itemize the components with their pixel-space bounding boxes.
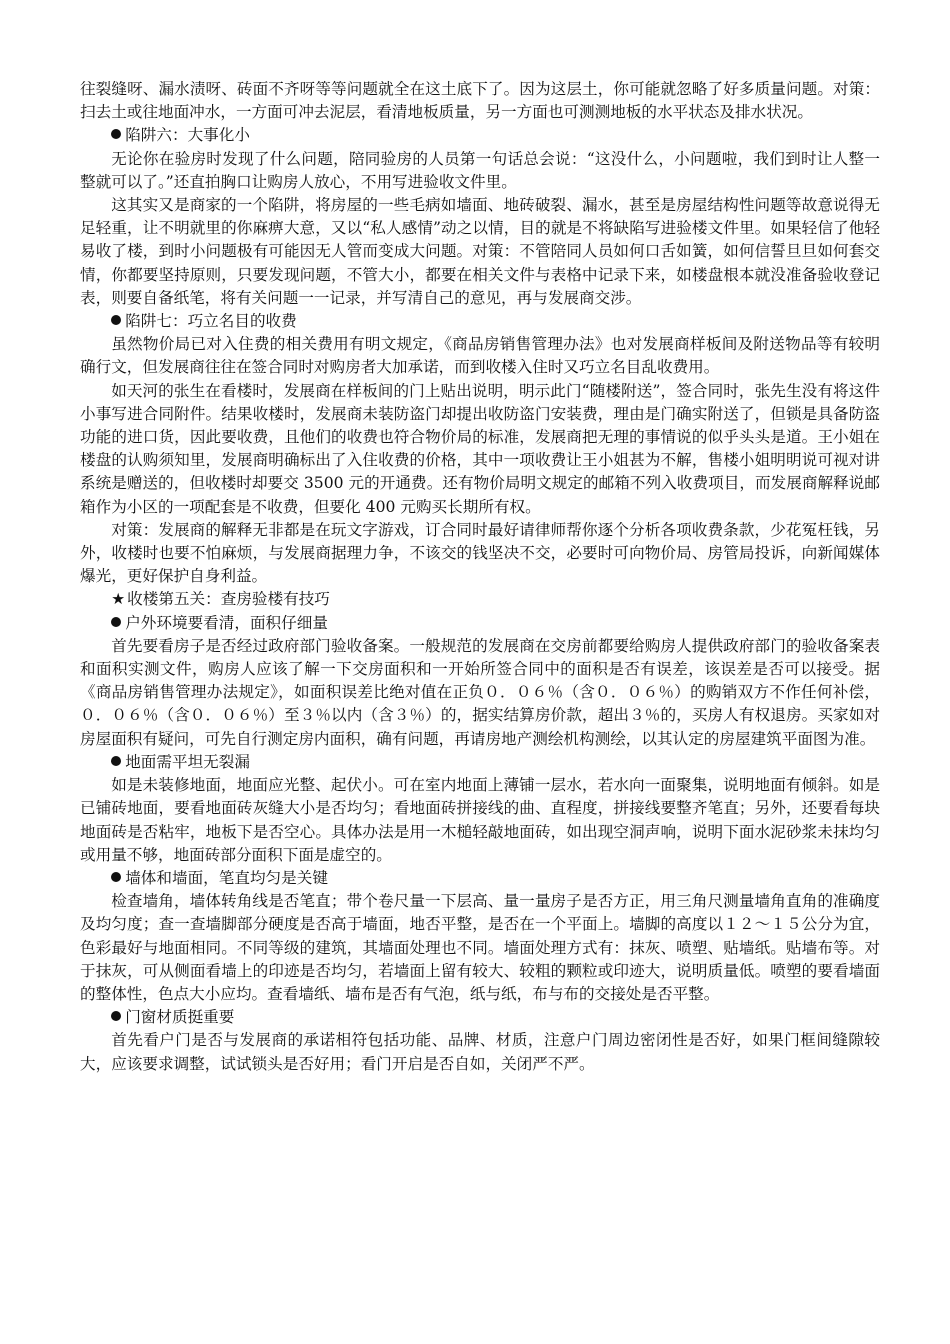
heading-text: 陷阱七：巧立名目的收费: [125, 312, 297, 331]
heading-text: 陷阱六：大事化小: [125, 126, 250, 145]
star-icon: ★: [111, 590, 126, 609]
bullet-icon: [111, 1011, 121, 1021]
heading-text: 门窗材质挺重要: [125, 1008, 235, 1027]
section-heading-doors-windows: [80, 1006, 880, 1029]
section-heading-stage-five: [80, 588, 880, 611]
section-heading-outdoor-area: [80, 612, 880, 635]
bullet-icon: [111, 872, 121, 882]
bullet-icon: [111, 617, 121, 627]
heading-text: 户外环境要看清，面积仔细量: [125, 613, 328, 632]
bullet-icon: [111, 315, 121, 325]
paragraph: 对策：发展商的解释无非都是在玩文字游戏，订合同时最好请律师帮你逐个分析各项收费条款，少花冤枉钱，另外，收楼时也要不怕麻烦，与发展商据理力争，不该交的钱坚决不交，必要时可向物价局、房管局投诉，向新闻媒体爆光，更好保护自身利益。: [80, 520, 880, 586]
document-body: [80, 78, 880, 1076]
paragraph: 虽然物价局已对入住费的相关费用有明文规定，《商品房销售管理办法》也对发展商样板间及附送物品等有较明确行文，但发展商往往在签合同时对购房者大加承诺，而到收楼入住时又巧立名目乱收费用。: [80, 335, 880, 377]
section-heading-walls: [80, 867, 880, 890]
paragraph: 如是未装修地面，地面应光整、起伏小。可在室内地面上薄铺一层水，若水向一面聚集，说明地面有倾斜。如是已铺砖地面，要看地面砖灰缝大小是否均匀；看地面砖拼接线的曲、直程度，拼接线要整齐笔直；另外，还要看每块地面砖是否粘牢，地板下是否空心。具体办法是用一木槌轻敲地面砖，如出现空洞声响，说明下面水泥砂浆未抹均匀或用量不够，地面砖部分面积下面是虚空的。: [80, 776, 880, 864]
paragraph: 往裂缝呀、漏水渍呀、砖面不齐呀等等问题就全在这土底下了。因为这层土，你可能就忽略了好多质量问题。对策：扫去土或往地面冲水，一方面可冲去泥层，看清地板质量，另一方面也可测测地板的水平状态及排水状况。: [80, 80, 880, 122]
paragraph: 如天河的张生在看楼时，发展商在样板间的门上贴出说明，明示此门“随楼附送”，签合同时，张先生没有将这件小事写进合同附件。结果收楼时，发展商未装防盗门却提出收防盗门安装费，理由是门确实附送了，但锁是具备防盗功能的进口货，因此要收费，且他们的收费也符合物价局的标准，发展商把无理的事情说的似乎头头是道。王小姐在楼盘的认购须知里，发展商明确标出了入住收费的价格，其中一项收费让王小姐甚为不解，售楼小姐明明说可视对讲系统是赠送的，但收楼时却要交 3500 元的开通费。还有物价局明文规定的邮箱不列入收费项目，而发展商解释说邮箱作为小区的一项配套是不收费，但要化 400 元购买长期所有权。: [80, 381, 880, 516]
section-heading-floor: [80, 751, 880, 774]
paragraph: 无论你在验房时发现了什么问题，陪同验房的人员第一句话总会说：“这没什么，小问题啦，我们到时让人整一整就可以了。”还直拍胸口让购房人放心，不用写进验收文件里。: [80, 149, 880, 191]
bullet-icon: [111, 129, 121, 139]
paragraph: 首先看户门是否与发展商的承诺相符包括功能、品牌、材质，注意户门周边密闭性是否好，如果门框间缝隙较大，应该要求调整，试试锁头是否好用；看门开启是否自如，关闭严不严。: [80, 1031, 880, 1073]
paragraph: 首先要看房子是否经过政府部门验收备案。一般规范的发展商在交房前都要给购房人提供政府部门的验收备案表和面积实测文件，购房人应该了解一下交房面积和一开始所签合同中的面积是否有误差，该误差是否可以接受。据《商品房销售管理办法规定》，如面积误差比绝对值在正负０．０６％（含０．０６％）的购销双方不作任何补偿，０．０６％（含０．０６％）至３％以内（含３％）的，据实结算房价款，超出３％的，买房人有权退房。买家如对房屋面积有疑问，可先自行测定房内面积，确有问题，再请房地产测绘机构测绘，以其认定的房屋建筑平面图为准。: [80, 636, 880, 748]
bullet-icon: [111, 756, 121, 766]
section-heading-trap-seven: [80, 310, 880, 333]
paragraph: 这其实又是商家的一个陷阱，将房屋的一些毛病如墙面、地砖破裂、漏水，甚至是房屋结构性问题等故意说得无足轻重，让不明就里的你麻痹大意，又以“私人感情”动之以情，目的就是不将缺陷写进验楼文件里。如果轻信了他轻易收了楼，到时小问题极有可能因无人管而变成大问题。对策：不管陪同人员如何口舌如簧，如何信誓旦旦如何套交情，你都要坚持原则，只要发现问题，不管大小，都要在相关文件与表格中记录下来，如楼盘根本就没准备验收登记表，则要自备纸笔，将有关问题一一记录，并写清自己的意见，再与发展商交涉。: [80, 196, 880, 307]
paragraph: 检查墙角，墙体转角线是否笔直；带个卷尺量一下层高、量一量房子是否方正，用三角尺测量墙角直角的准确度及均匀度；查一查墙脚部分硬度是否高于墙面，地否平整，是否在一个平面上。墙脚的高度以１２～１５公分为宜，色彩最好与地面相同。不同等级的建筑，其墙面处理也不同。墙面处理方式有：抹灰、喷塑、贴墙纸。贴墙布等。对于抹灰，可从侧面看墙上的印迹是否均匀，若墙面上留有较大、较粗的颗粒或印迹大，说明质量低。喷塑的要看墙面的整体性，色点大小应均。查看墙纸、墙布是否有气泡，纸与纸，布与布的交接处是否平整。: [80, 892, 880, 1003]
section-heading-trap-six: [80, 124, 880, 147]
heading-text: 墙体和墙面，笔直均匀是关键: [125, 868, 328, 887]
heading-text: 地面需平坦无裂漏: [125, 752, 250, 771]
heading-text: 收楼第五关：查房验楼有技巧: [127, 590, 330, 609]
